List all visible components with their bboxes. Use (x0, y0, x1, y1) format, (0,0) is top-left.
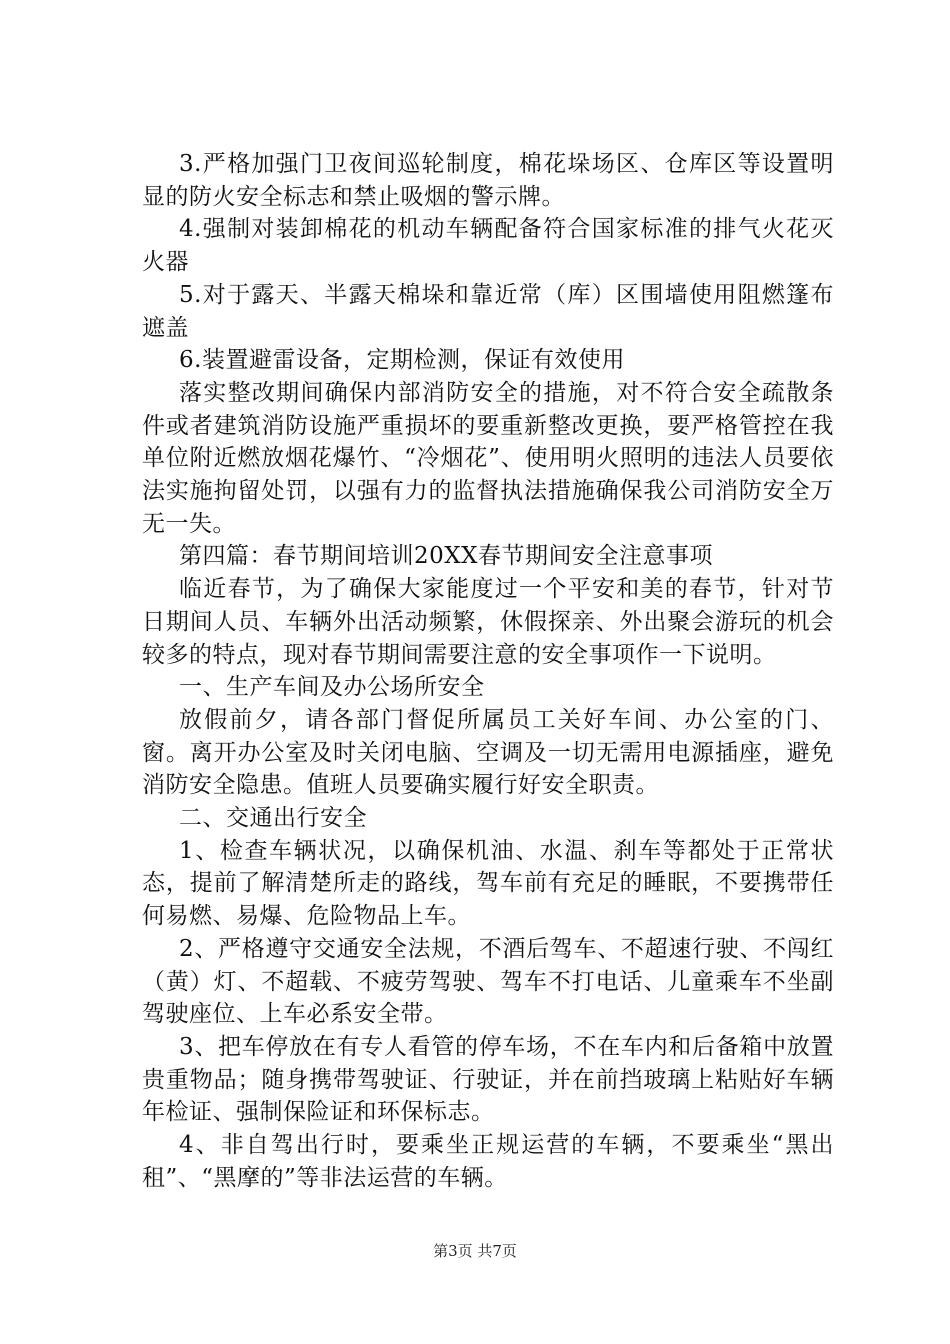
paragraph-item-4: 4.强制对装卸棉花的机动车辆配备符合国家标准的排气火花灭火器 (142, 216, 834, 276)
paragraph-traffic-item-1: 1、检查车辆状况，以确保机油、水温、刹车等都处于正常状态，提前了解清楚所走的路线，驾车前有充足的睡眠，不要携带任何易燃、易爆、危险物品上车。 (142, 837, 834, 930)
paragraph-spring-festival-intro: 临近春节，为了确保大家能度过一个平安和美的春节，针对节日期间人员、车辆外出活动频繁，休假探亲、外出聚会游玩的机会较多的特点，现对春节期间需要注意的安全事项作一下说明。 (142, 576, 834, 668)
paragraph-item-5: 5.对于露天、半露天棉垛和靠近常（库）区围墙使用阻燃篷布遮盖 (142, 281, 834, 341)
paragraph-traffic-item-2: 2、严格遵守交通安全法规，不酒后驾车、不超速行驶、不闯红（黄）灯、不超载、不疲劳驾驶、驾车不打电话、儿童乘车不坐副驾驶座位、上车必系安全带。 (142, 935, 834, 1028)
paragraph-traffic-item-4: 4、非自驾出行时，要乘坐正规运营的车辆，不要乘坐“黑出租”、“黑摩的”等非法运营的车辆。 (142, 1132, 834, 1191)
paragraph-workplace-safety: 放假前夕，请各部门督促所属员工关好车间、办公室的门、窗。离开办公室及时关闭电脑、空调及一切无需用电源插座，避免消防安全隐患。值班人员要确实履行好安全职责。 (142, 706, 834, 799)
section-heading-part-four: 第四篇：春节期间培训20XX春节期间安全注意事项 (179, 543, 714, 570)
section-heading-workplace-safety: 一、生产车间及办公场所安全 (179, 674, 485, 701)
document-body (142, 148, 834, 1195)
section-heading-traffic-safety: 二、交通出行安全 (179, 805, 367, 832)
paragraph-item-3: 3.严格加强门卫夜间巡轮制度，棉花垛场区、仓库区等设置明显的防火安全标志和禁止吸烟的警示牌。 (142, 151, 834, 210)
paragraph-item-6: 6.装置避雷设备，定期检测，保证有效使用 (179, 347, 625, 374)
paragraph-fire-safety-measures: 落实整改期间确保内部消防安全的措施，对不符合安全疏散条件或者建筑消防设施严重损坏的要重新整改更换，要严格管控在我单位附近燃放烟花爆竹、“冷烟花”、使用明火照明的违法人员要依法实施拘留处罚，以强有力的监督执法措施确保我公司消防安全万无一失。 (142, 379, 834, 537)
paragraph-traffic-item-3: 3、把车停放在有专人看管的停车场，不在车内和后备箱中放置贵重物品；随身携带驾驶证、行驶证，并在前挡玻璃上粘贴好车辆年检证、强制保险证和环保标志。 (142, 1033, 834, 1126)
page-number-footer: 第3页 共7页 (433, 1242, 517, 1260)
